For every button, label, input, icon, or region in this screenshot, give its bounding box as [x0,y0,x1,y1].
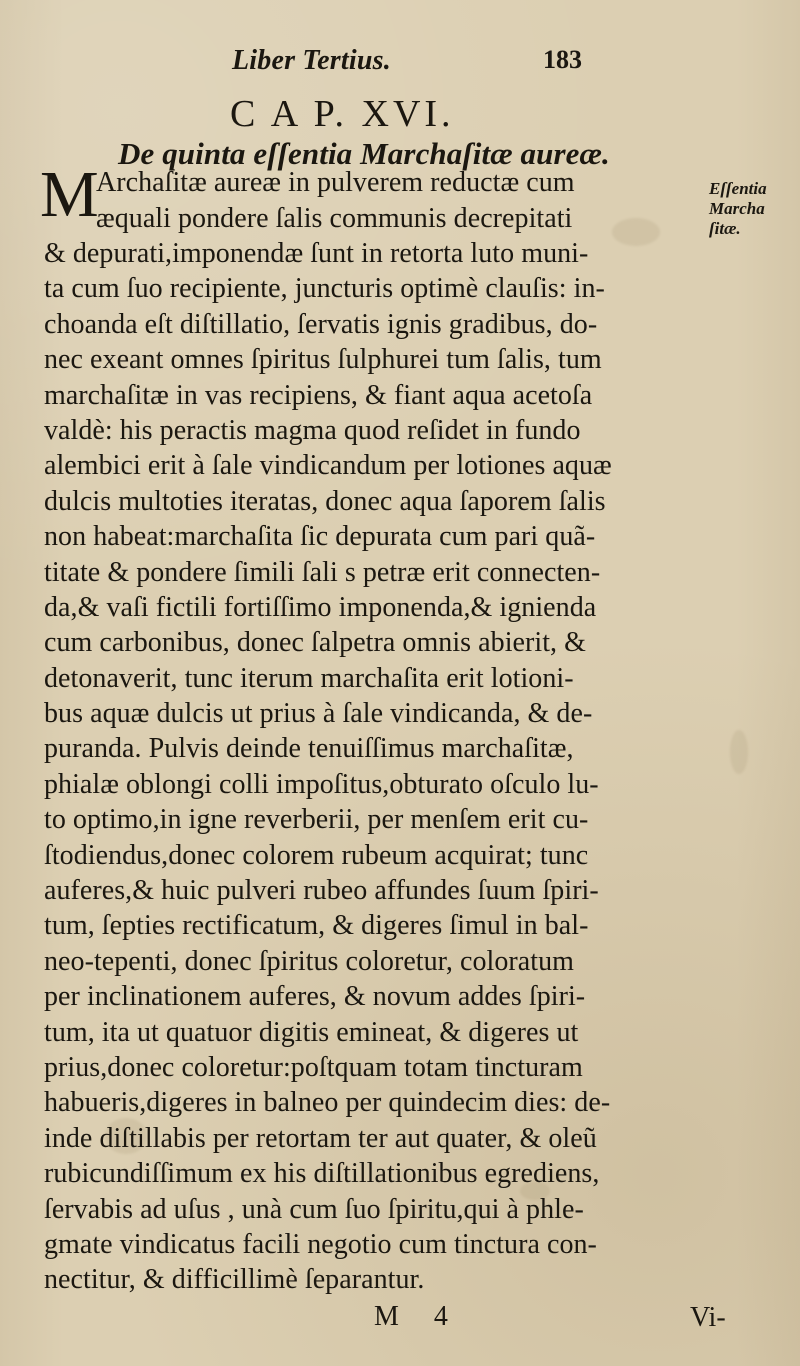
text-line: ta cum ſuo recipiente, juncturis optimè clauſis: in- [44,273,605,304]
text-line: alembici erit à ſale vindicandum per lotiones aquæ [44,450,612,481]
text-line: tum, ita ut quatuor digitis emineat, & digeres ut [44,1017,579,1048]
text-line: dulcis multoties iteratas, donec aqua ſaporem ſalis [44,486,606,517]
margin-note-line: Marcha [709,199,765,218]
text-line: da,& vaſi fictili fortiſſimo imponenda,& ignienda [44,592,597,623]
paper-stain [730,730,748,774]
margin-note [709,179,773,239]
running-head [232,45,582,79]
chapter-heading: C A P. XVI. [230,93,455,135]
paper-stain [612,218,660,246]
text-line: rubicundiſſimum ex his diſtillationibus egrediens, [44,1158,600,1189]
text-line: marchaſitæ in vas recipiens, & fiant aqua acetoſa [44,380,593,411]
text-line: bus aquæ dulcis ut prius à ſale vindicanda, & de- [44,698,593,729]
text-line: choanda eſt diſtillatio, ſervatis ignis gradibus, do- [44,309,598,340]
running-title: Liber Tertius. [232,45,391,76]
text-line: habueris,digeres in balneo per quindecim dies: de- [44,1087,611,1118]
text-line: Archaſitæ aureæ in pulverem reductæ cum [96,167,575,198]
text-line: cum carbonibus, donec ſalpetra omnis abierit, & [44,627,586,658]
signature-mark: M 4 [374,1301,462,1332]
text-line: detonaverit, tunc iterum marchaſita erit lotioni- [44,663,574,694]
text-line: to optimo,in igne reverberii, per menſem erit cu- [44,804,589,835]
text-line: & depurati,imponendæ ſunt in retorta luto muni- [44,238,589,269]
text-line: ſtodiendus,donec colorem rubeum acquirat; tunc [44,840,589,871]
text-line: nec exeant omnes ſpiritus ſulphurei tum ſalis, tum [44,344,602,375]
text-line: prius,donec coloretur:poſtquam totam tincturam [44,1052,583,1083]
text-line: æquali pondere ſalis communis decrepitati [96,203,573,234]
section-title: De quinta eſſentia Marchaſitæ aureæ. [118,136,610,171]
text-line: neo-tepenti, donec ſpiritus coloretur, coloratum [44,946,574,977]
text-line: per inclinationem auferes, & novum addes ſpiri- [44,981,586,1012]
text-line: tum, ſepties rectificatum, & digeres ſimul in bal- [44,910,589,941]
text-line: ſervabis ad uſus , unà cum ſuo ſpiritu,qui à phle- [44,1194,584,1225]
text-line: nectitur, & difficillimè ſeparantur. [44,1264,425,1295]
margin-note-line: Eſſentia [709,179,767,198]
text-line: gmate vindicatus facili negotio cum tinctura con- [44,1229,597,1260]
text-line: valdè: his peractis magma quod reſidet in fundo [44,415,581,446]
text-line: inde diſtillabis per retortam ter aut quater, & oleũ [44,1123,597,1154]
drop-cap: M [40,158,99,231]
text-line: auferes,& huic pulveri rubeo affundes ſuum ſpiri- [44,875,599,906]
text-line: puranda. Pulvis deinde tenuiſſimus marchaſitæ, [44,733,574,764]
page-number: 183 [543,45,582,74]
catchword: Vi- [690,1302,726,1333]
text-line: titate & pondere ſimili ſali s petræ erit connecten- [44,557,601,588]
text-line: phialæ oblongi colli impoſitus,obturato oſculo lu- [44,769,599,800]
text-line: non habeat:marchaſita ſic depurata cum pari quã- [44,521,596,552]
margin-note-line: ſitæ. [709,219,741,238]
